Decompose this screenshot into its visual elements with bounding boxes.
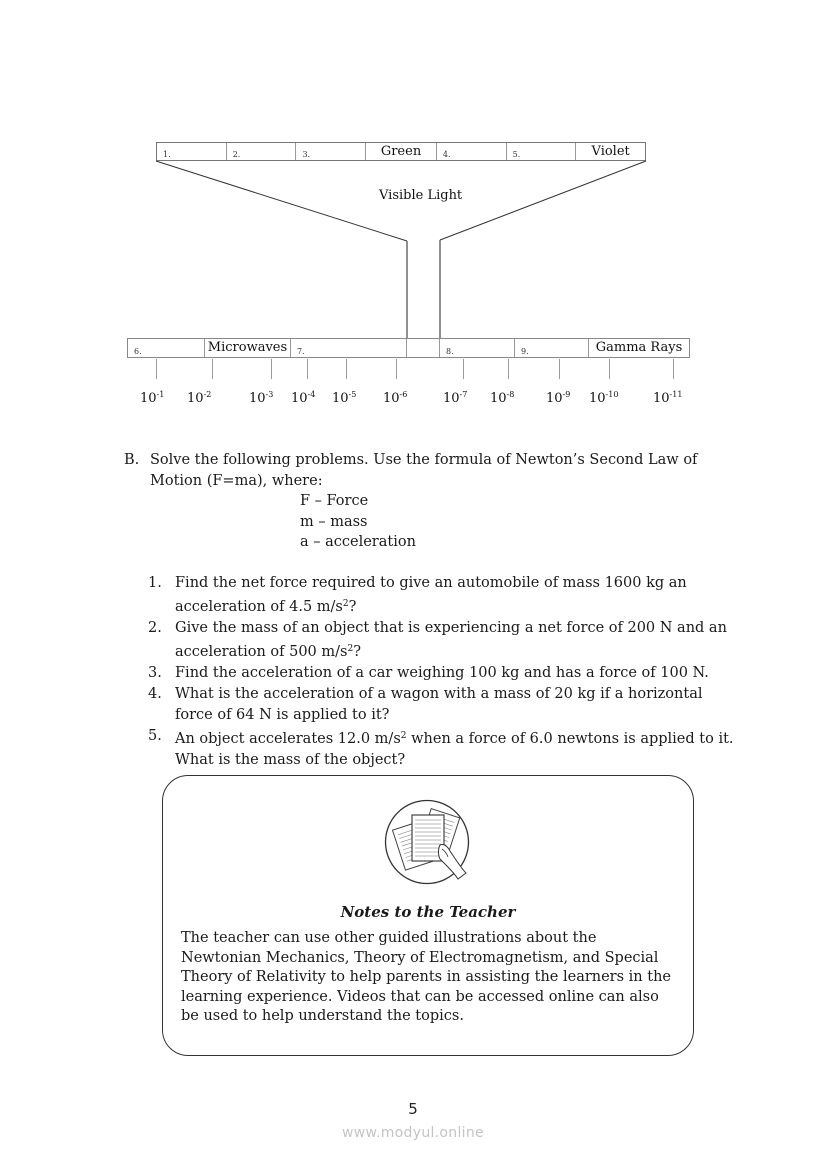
wavelength-label: $10^{-7}$ [443,390,468,406]
tick-mark [463,359,464,379]
papers-in-hand-icon [384,799,470,885]
em-cell-microwaves: Microwaves [205,339,291,357]
section-marker: B. [124,452,140,468]
wavelength-label: $10^{-11}$ [653,390,683,406]
em-cell-6: 6. [128,339,205,357]
wavelength-label: $10^{-1}$ [140,390,165,406]
wavelength-label: $10^{-3}$ [249,390,274,406]
wavelength-label: $10^{-8}$ [490,390,515,406]
em-cell-9: 9. [515,339,589,357]
problem-item: 1. Find the net force required to give an automobile of mass 1600 kg an acceleration of 4.5 $m/s^2$? [148,575,687,615]
em-cell-gamma-rays: Gamma Rays [595,340,683,355]
tick-mark [346,359,347,379]
problem-list [148,573,738,771]
variable-mass: m – mass [300,513,368,530]
tick-mark [271,359,272,379]
wavelength-label: $10^{-2}$ [187,390,212,406]
visible-cell-4: 4. [437,143,507,160]
variable-acceleration: a – acceleration [300,534,416,551]
notes-title: Notes to the Teacher [340,903,516,921]
page-number: 5 [408,1100,418,1118]
em-cell-8: 8. [440,339,515,357]
tick-mark [673,359,674,379]
variable-force: F – Force [300,493,369,510]
em-cell-7: 7. [291,339,407,357]
visible-light-caption: Visible Light [379,188,463,203]
tick-mark [396,359,397,379]
problem-item: 2. Give the mass of an object that is experiencing a net force of 200 N and an acceleration of 500 $m/s^2$? [148,620,727,660]
variable-list [300,491,724,553]
section-intro: Solve the following problems. Use the formula of Newton’s Second Law of Motion (F=ma), where: [150,452,698,489]
tick-mark [508,359,509,379]
problem-item: 3. Find the acceleration of a car weighing 100 kg and has a force of 100 N. [148,665,709,681]
watermark: www.modyul.online [342,1125,484,1141]
wavelength-label: $10^{-5}$ [332,390,357,406]
problem-item: 4. What is the acceleration of a wagon with a mass of 20 kg if a horizontal force of 64 N is applied to it? [148,686,703,723]
section-b [124,450,724,553]
visible-cell-1: 1. [157,143,227,160]
visible-cell-3: 3. [296,143,366,160]
visible-cell-2: 2. [227,143,297,160]
tick-mark [156,359,157,379]
wavelength-label: $10^{-9}$ [546,390,571,406]
wavelength-label: $10^{-6}$ [383,390,408,406]
tick-mark [307,359,308,379]
tick-mark [559,359,560,379]
visible-cell-green: Green [366,143,437,160]
problem-item: 5. An object accelerates 12.0 $m/s^2$ when a force of 6.0 newtons is applied to it. What is the mass of the object? [148,728,734,768]
em-cell-visible-gap [407,339,440,357]
visible-cell-violet: Violet [591,144,630,159]
tick-mark [212,359,213,379]
wavelength-label: $10^{-4}$ [291,390,316,406]
wavelength-label: $10^{-10}$ [589,390,619,406]
em-spectrum-bar [127,338,690,358]
notes-body: The teacher can use other guided illustrations about the Newtonian Mechanics, Theory of Electromagnetism, and Special Theory of Relativity to help parents in assisting the learners in the learning experience. Videos that can be accessed online can also be used to help understand the topics. [181,930,671,1025]
tick-mark [609,359,610,379]
visible-cell-5: 5. [507,143,577,160]
